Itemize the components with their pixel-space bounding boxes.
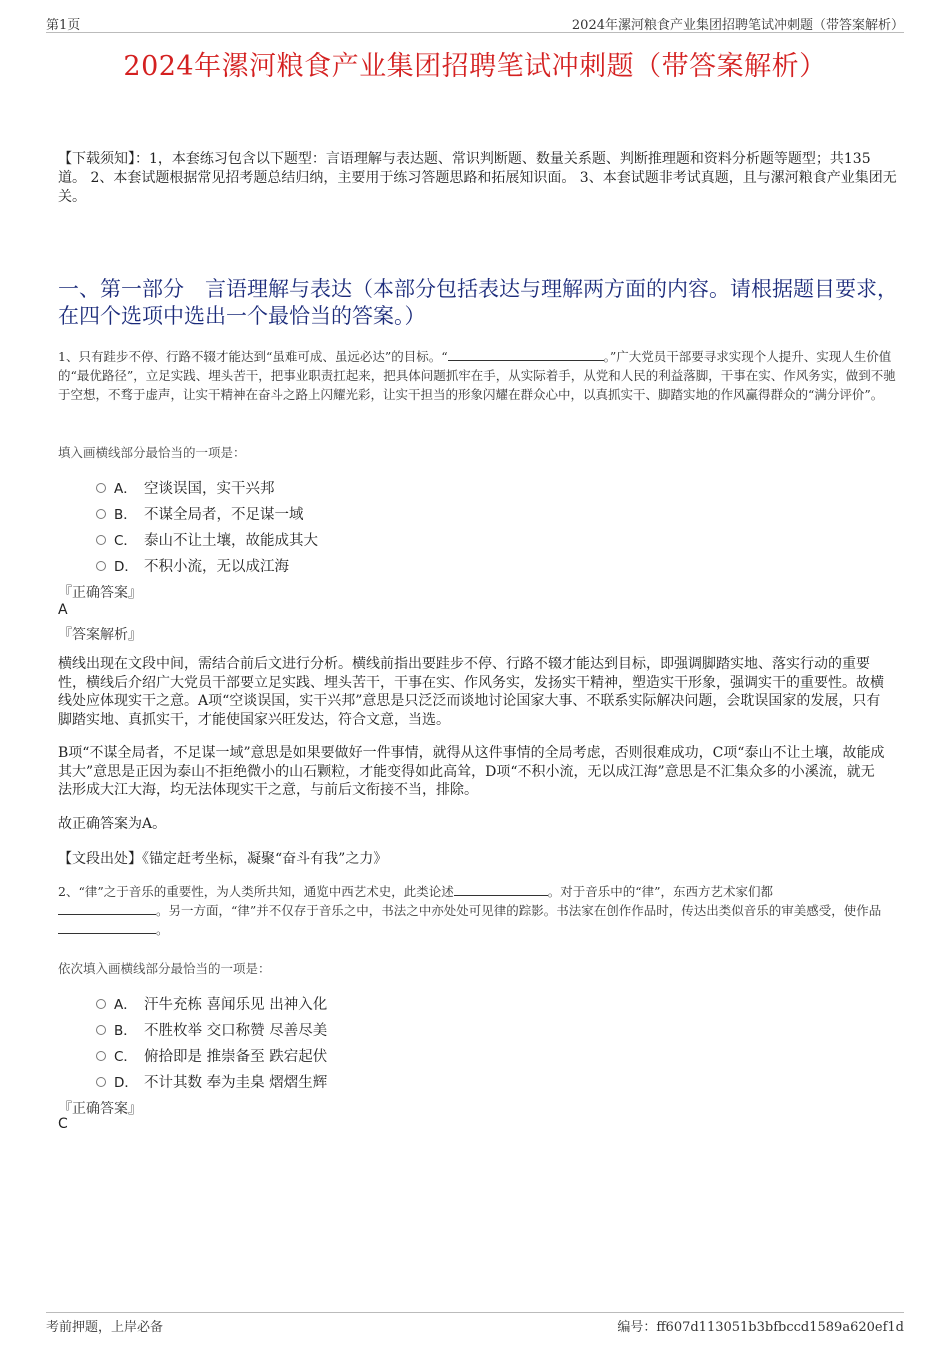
- footer-serial: 编号：ff607d113051b3bfbccd1589a620ef1d: [617, 1320, 904, 1335]
- fill-blank: [58, 902, 156, 915]
- radio-icon[interactable]: [96, 509, 106, 519]
- q2-option-d[interactable]: D． 不计其数 奉为圭臬 熠熠生辉: [96, 1071, 327, 1091]
- fill-blank: [58, 921, 156, 934]
- download-notice: 【下载须知】：1，本套练习包含以下题型：言语理解与表达题、常识判断题、数量关系题、判断推理题和资料分析题等题型；共135道。 2、本套试题根据常见招考题总结归纳，主要用于练习答题思路和拓展知识面。 3、本套试题非考试真题，且与漯河粮食产业集团无关。: [58, 151, 897, 205]
- q1-answer-label: 『正确答案』: [58, 585, 142, 601]
- q1-option-b[interactable]: B． 不谋全局者，不足谋一域: [96, 503, 304, 523]
- q2-answer: C: [58, 1116, 68, 1132]
- header-doc-title: 2024年漯河粮食产业集团招聘笔试冲刺题（带答案解析）: [571, 18, 904, 33]
- page-header: [46, 12, 904, 33]
- q1-option-a[interactable]: A． 空谈误国，实干兴邦: [96, 477, 275, 497]
- q2-option-a[interactable]: A． 汗牛充栋 喜闻乐见 出神入化: [96, 993, 327, 1013]
- radio-icon[interactable]: [96, 1077, 106, 1087]
- document-title: 2024年漯河粮食产业集团招聘笔试冲刺题（带答案解析）: [123, 51, 827, 82]
- page-number: 第1页: [46, 18, 81, 33]
- q1-conclusion: 故正确答案为A。: [58, 816, 167, 832]
- radio-icon[interactable]: [96, 1025, 106, 1035]
- q1-option-c[interactable]: C． 泰山不让土壤，故能成其大: [96, 529, 318, 549]
- q2-option-b[interactable]: B． 不胜枚举 交口称赞 尽善尽美: [96, 1019, 327, 1039]
- q1-source: 【文段出处】《锚定赶考坐标，凝聚“奋斗有我”之力》: [58, 851, 388, 867]
- question-1-text: 1、只有跬步不停、行路不辍才能达到“虽难可成、虽远必达”的目标。“ 。”广大党员干部要寻求实现个人提升、实现人生价值的“最优路径”，立足实践、埋头苦干，把事业职责扛起来，把具体问题抓牢在手，从实际着手，从党和人民的利益落脚，干事在实、作风务实，做到不驰于空想，不骛于虚声，让实干精神在奋斗之路上闪耀光彩，让实干担当的形象闪耀在群众心中，以真抓实干、脚踏实地的作风赢得群众的“满分评价”。: [58, 349, 896, 402]
- q1-analysis-paragraph-2: B项“不谋全局者，不足谋一域”意思是如果要做好一件事情，就得从这件事情的全局考虑，否则很难成功，C项“泰山不让土壤，故能成其大”意思是正因为泰山不拒绝微小的山石颗粒，才能变得如此高耸，D项“不积小流，无以成江海”意思是不汇集众多的小溪流，就无法形成大江大海，均无法体现实干之意，与前后文衔接不当，排除。: [58, 745, 885, 798]
- q2-answer-label: 『正确答案』: [58, 1101, 142, 1117]
- radio-icon[interactable]: [96, 535, 106, 545]
- q1-analysis-paragraph-1: 横线出现在文段中间，需结合前后文进行分析。横线前指出要跬步不停、行路不辍才能达到目标，即强调脚踏实地、落实行动的重要性，横线后介绍广大党员干部要立足实践、埋头苦干，干事在实、作风务实，发扬实干精神，塑造实干形象，强调实干的重要性。故横线处应体现实干之意。A项“空谈误国，实干兴邦”意思是只泛泛而谈地讨论国家大事、不联系实际解决问题，会耽误国家的发展，只有脚踏实地、真抓实干，才能使国家兴旺发达，符合文意，当选。: [58, 656, 884, 728]
- fill-blank: [454, 883, 548, 896]
- fill-blank: [448, 348, 604, 361]
- q1-option-d[interactable]: D． 不积小流，无以成江海: [96, 555, 289, 575]
- question-2-text: 2、“律”之于音乐的重要性，为人类所共知，通览中西艺术史，此类论述 。对于音乐中的“律”，东西方艺术家们都 。另一方面，“律”并不仅存于音乐之中，书法之中亦处处可见律的踪影。书法家在创作作品时，传达出类似音乐的审美感受，使作品。: [58, 884, 882, 937]
- radio-icon[interactable]: [96, 1051, 106, 1061]
- radio-icon[interactable]: [96, 483, 106, 493]
- q1-answer: A: [58, 602, 68, 618]
- question-2-prompt: 依次填入画横线部分最恰当的一项是：: [58, 961, 271, 976]
- page-footer: [46, 1312, 904, 1335]
- radio-icon[interactable]: [96, 561, 106, 571]
- radio-icon[interactable]: [96, 999, 106, 1009]
- question-1-prompt: 填入画横线部分最恰当的一项是：: [58, 445, 246, 460]
- footer-slogan: 考前押题，上岸必备: [46, 1320, 164, 1335]
- section-heading: 一、第一部分 言语理解与表达（本部分包括表达与理解两方面的内容。请根据题目要求，在四个选项中选出一个最恰当的答案。）: [58, 277, 898, 328]
- q2-option-c[interactable]: C． 俯拾即是 推崇备至 跌宕起伏: [96, 1045, 327, 1065]
- q1-analysis-label: 『答案解析』: [58, 627, 142, 643]
